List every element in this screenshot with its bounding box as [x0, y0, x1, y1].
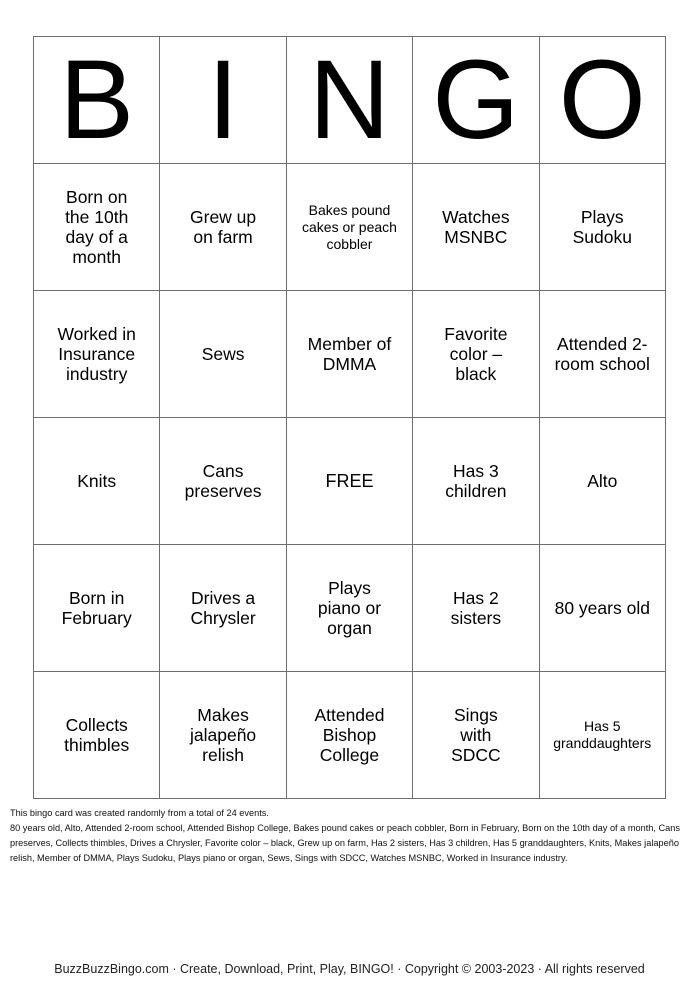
cell-text: Member of DMMA	[307, 334, 392, 374]
cell-text: Cans preserves	[184, 461, 262, 501]
bingo-cell[interactable]	[160, 164, 286, 291]
cell-text: Drives a Chrysler	[190, 588, 256, 628]
grid-row-2	[34, 291, 666, 418]
header-letter-o: O	[539, 37, 665, 164]
bingo-cell[interactable]	[539, 545, 665, 672]
bingo-card	[33, 36, 666, 796]
bingo-cell[interactable]	[160, 418, 286, 545]
cell-text: Sings with SDCC	[451, 705, 501, 765]
bingo-cell[interactable]	[413, 291, 539, 418]
free-space-text: FREE	[325, 471, 374, 491]
cell-text: Grew up on farm	[190, 207, 257, 247]
bingo-cell[interactable]	[539, 672, 665, 799]
bingo-cell[interactable]	[286, 672, 412, 799]
cell-text: Alto	[587, 471, 618, 491]
notes-intro: This bingo card was created randomly from a total of 24 events.	[10, 808, 269, 818]
bingo-cell[interactable]	[34, 164, 160, 291]
bingo-cell[interactable]	[34, 672, 160, 799]
grid-row-3	[34, 418, 666, 545]
card-notes	[10, 806, 690, 866]
cell-text: Knits	[77, 471, 117, 491]
cell-text: Born on the 10th day of a month	[65, 187, 129, 267]
cell-text: Plays piano or organ	[317, 578, 382, 638]
bingo-cell[interactable]	[286, 164, 412, 291]
bingo-cell[interactable]	[34, 291, 160, 418]
bingo-cell[interactable]	[34, 418, 160, 545]
bingo-grid	[33, 36, 666, 799]
bingo-cell[interactable]	[539, 291, 665, 418]
cell-text: Favorite color – black	[444, 324, 508, 384]
cell-text: 80 years old	[554, 598, 650, 618]
cell-text: Born in February	[61, 588, 132, 628]
bingo-cell[interactable]	[160, 545, 286, 672]
cell-text: Has 2 sisters	[450, 588, 502, 628]
cell-text: Bakes pound cakes or peach cobbler	[302, 201, 397, 252]
bingo-cell[interactable]	[160, 672, 286, 799]
cell-text: Worked in Insurance industry	[57, 324, 136, 384]
bingo-cell[interactable]	[160, 291, 286, 418]
header-row	[34, 37, 666, 164]
bingo-cell[interactable]	[286, 291, 412, 418]
bingo-cell[interactable]	[413, 672, 539, 799]
cell-text: Attended Bishop College	[314, 705, 385, 765]
bingo-cell[interactable]	[413, 545, 539, 672]
cell-text: Makes jalapeño relish	[189, 705, 257, 765]
header-letter-g: G	[413, 37, 539, 164]
free-space-cell[interactable]	[286, 418, 412, 545]
header-letter-n: N	[286, 37, 412, 164]
cell-text: Attended 2-room school	[554, 334, 650, 374]
cell-text: Plays Sudoku	[572, 207, 632, 247]
footer-copyright: BuzzBuzzBingo.com · Create, Download, Print, Play, BINGO! · Copyright © 2003-2023 · All rights reserved	[54, 962, 645, 976]
grid-row-4	[34, 545, 666, 672]
bingo-cell[interactable]	[34, 545, 160, 672]
bingo-cell[interactable]	[539, 418, 665, 545]
cell-text: Watches MSNBC	[442, 207, 510, 247]
cell-text: Collects thimbles	[64, 715, 130, 755]
bingo-cell[interactable]	[413, 164, 539, 291]
bingo-cell[interactable]	[539, 164, 665, 291]
cell-text: Sews	[201, 344, 245, 364]
cell-text: Has 3 children	[445, 461, 507, 501]
grid-row-5	[34, 672, 666, 799]
bingo-cell[interactable]	[286, 545, 412, 672]
bingo-cell[interactable]	[413, 418, 539, 545]
header-letter-b: B	[34, 37, 160, 164]
cell-text: Has 5 granddaughters	[553, 718, 652, 751]
notes-event-list: 80 years old, Alto, Attended 2-room school, Attended Bishop College, Bakes pound cakes or peach cobbler, Born in February, Born on the 10th day of a month, Cans preserves, Collects thimbles, Drives a Chrysler, Favorite color – black, Grew up on farm, Has 2 sisters, Has 3 children, Has 5 granddaughters, Knits, Makes jalapeño relish, Member of DMMA, Plays Sudoku, Plays piano or organ, Sews, Sings with SDCC, Watches MSNBC, Worked in Insurance industry.	[10, 823, 680, 863]
grid-row-1	[34, 164, 666, 291]
header-letter-i: I	[160, 37, 286, 164]
